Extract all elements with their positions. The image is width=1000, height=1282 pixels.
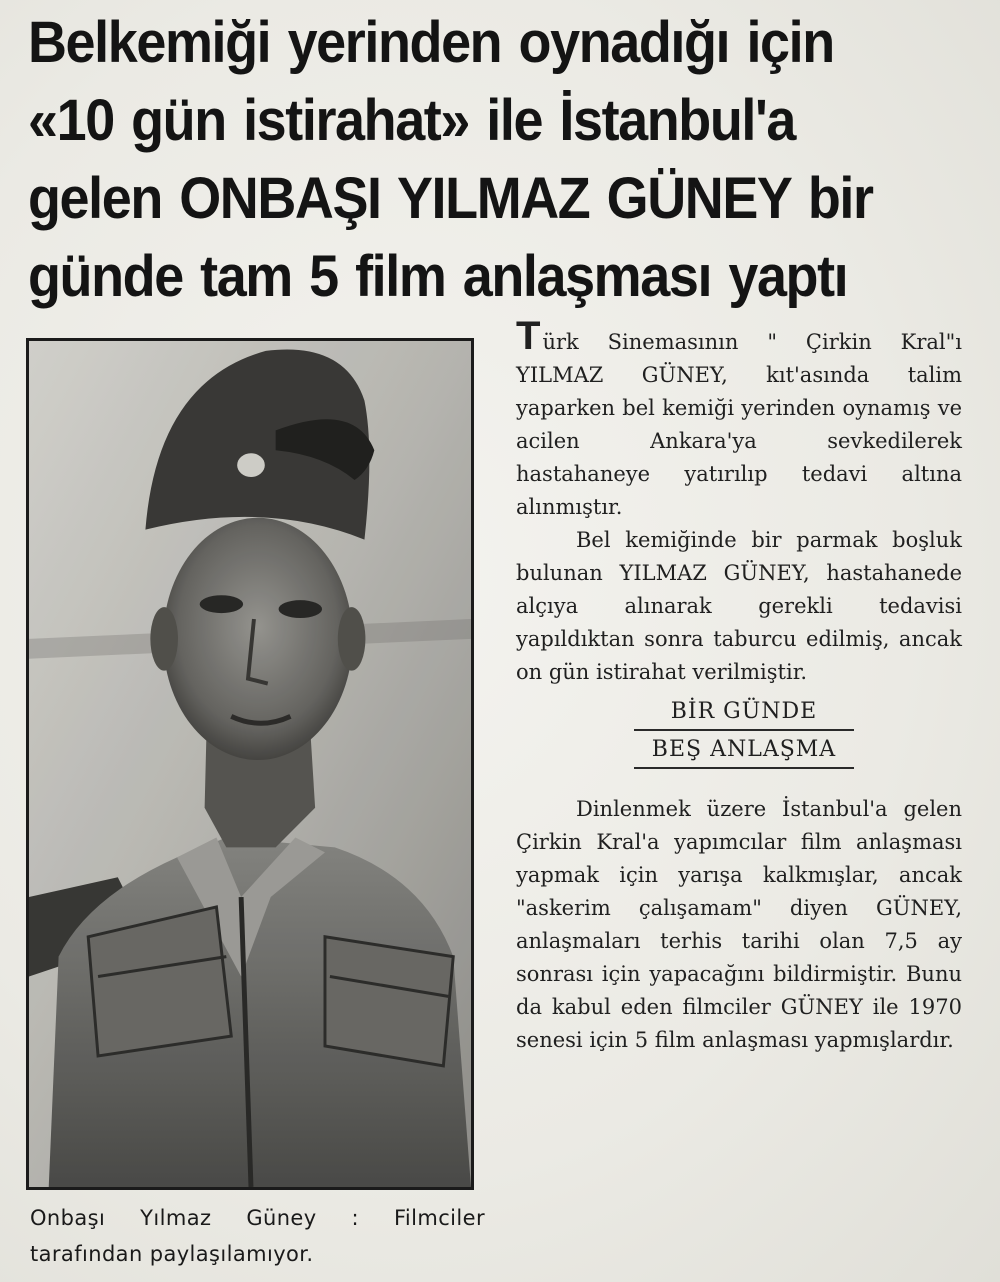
headline-line-4: günde tam 5 film anlaşması yaptı: [28, 244, 848, 309]
article-paragraph-1-text: ürk Sinemasının " Çirkin Kral"ı YILMAZ GÜNEY, kıt'asında talim yaparken bel kemiği yerinden oynamış ve acilen Ankara'ya sevkedilerek hastahaneye yatırılıp tedavi altına alınmıştır.: [516, 330, 962, 519]
headline: [28, 4, 902, 316]
drop-cap: T: [516, 314, 541, 358]
section-spacer: [516, 769, 962, 793]
soldier-portrait-image: [29, 341, 471, 1187]
article-subheading: [634, 693, 854, 769]
article-paragraph-3: Dinlenmek üzere İstanbul'a gelen Çirkin Kral'a yapımcılar film anlaşması yapmak için yarışa kalkmışlar, ancak "askerim çalışamam" diyen GÜNEY, anlaşmaları terhis tarihi olan 7,5 ay sonrası için yapacağını bildirmiştir. Bunu da kabul eden filmciler GÜNEY ile 1970 senesi için 5 film anlaşması yapmışlardır.: [516, 797, 962, 1052]
article-paragraph-1: [516, 314, 962, 524]
photo-caption: Onbaşı Yılmaz Güney : Filmciler tarafından paylaşılamıyor.: [30, 1206, 485, 1266]
article-body: [516, 314, 962, 1057]
portrait-photo: [26, 338, 474, 1190]
subheading-line-2: BEŞ ANLAŞMA: [634, 731, 854, 769]
headline-line-1: Belkemiği yerinden oynadığı için: [28, 10, 834, 75]
headline-line-2: «10 gün istirahat» ile İstanbul'a: [28, 88, 796, 153]
headline-line-3: gelen ONBAŞI YILMAZ GÜNEY bir: [28, 166, 873, 231]
subheading-line-1: BİR GÜNDE: [634, 693, 854, 731]
article-paragraph-2: Bel kemiğinde bir parmak boşluk bulunan YILMAZ GÜNEY, hastahanede alçıya alınarak gerekli tedavisi yapıldıktan sonra taburcu edilmiş, ancak on gün istirahat verilmiştir.: [516, 528, 962, 684]
